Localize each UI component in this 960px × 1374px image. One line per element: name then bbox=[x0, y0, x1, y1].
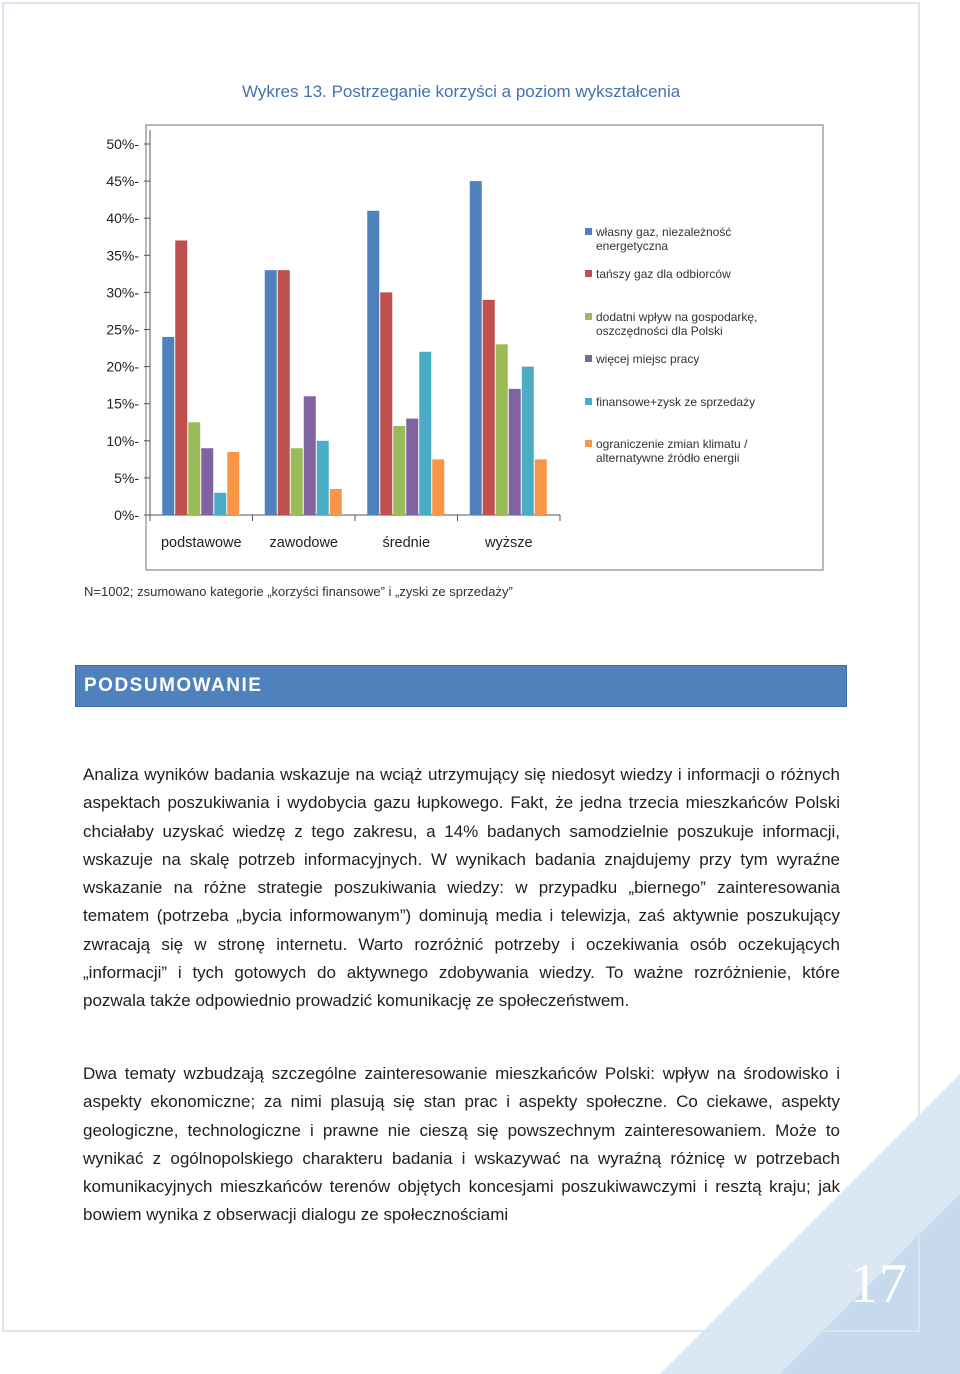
legend-swatch bbox=[585, 440, 592, 447]
legend-label: dodatni wpływ na gospodarkę, oszczędności dla Polski bbox=[596, 310, 758, 338]
y-tick-label: 45%- bbox=[106, 173, 139, 190]
bar bbox=[278, 270, 290, 515]
chart-container bbox=[0, 0, 960, 585]
x-category-label: wyższe bbox=[484, 535, 533, 551]
bar bbox=[291, 448, 303, 515]
bar bbox=[496, 344, 508, 515]
bar bbox=[509, 389, 521, 515]
bar bbox=[227, 452, 239, 515]
bar-chart bbox=[0, 0, 960, 580]
legend-swatch bbox=[585, 228, 592, 235]
legend-label: więcej miejsc pracy bbox=[596, 352, 700, 366]
summary-banner bbox=[75, 665, 847, 707]
x-category-label: zawodowe bbox=[269, 535, 339, 551]
legend-label: finansowe+zysk ze sprzedaży bbox=[596, 395, 756, 409]
summary-paragraph-2: Dwa tematy wzbudzają szczególne zainteresowanie mieszkańców Polski: wpływ na środowisko i aspekty ekonomiczne; za nimi plasują się stan prac i aspekty społeczne. Co ciekawe, aspekty geologiczne, technologiczne i prawne nie cieszą się powszechnym zainteresowaniem. Może to wynikać z ogólnopolskiego charakteru badania i wskazywać na wyraźną różnicę w potrzebach komunikacyjnych mieszkańców terenów objętych koncesjami poszukiwawczymi i resztą kraju; jak bowiem wynika z obserwacji dialogu ze społecznościami bbox=[83, 1064, 840, 1225]
y-tick-label: 15%- bbox=[106, 395, 139, 412]
bar bbox=[265, 270, 277, 515]
y-tick-label: 50%- bbox=[106, 136, 139, 152]
bar bbox=[406, 419, 418, 515]
y-tick-label: 20%- bbox=[106, 358, 139, 375]
bar bbox=[317, 441, 329, 515]
figure-title: Wykres 13. Postrzeganie korzyści a poziom wykształcenia bbox=[242, 82, 681, 101]
legend-swatch bbox=[585, 270, 592, 277]
bar bbox=[175, 240, 187, 515]
bar bbox=[535, 459, 547, 515]
bar bbox=[304, 396, 316, 515]
x-category-label: średnie bbox=[382, 535, 431, 551]
y-tick-label: 30%- bbox=[106, 284, 139, 301]
y-tick-label: 10%- bbox=[106, 432, 139, 449]
bar bbox=[201, 448, 213, 515]
figure-note: N=1002; zsumowano kategorie „korzyści finansowe” i „zyski ze sprzedaży” bbox=[84, 584, 513, 599]
summary-paragraph-1: Analiza wyników badania wskazuje na wciąż utrzymujący się niedosyt wiedzy i informacji o różnych aspektach poszukiwania i wydobycia gazu łupkowego. Fakt, że jedna trzecia mieszkańców Polski chciałaby uzyskać wiedzę z tego zakresu, a 14% badanych samodzielnie poszukuje informacji, wskazuje na skalę potrzeb informacyjnych. W wynikach badania znajdujemy przy tym wyraźne wskazanie na różne strategie poszukiwania wiedzy: w przypadku „biernego” zainteresowania tematem (potrzeba „bycia informowanym”) dominują media i telewizja, zaś aktywnie poszukujący zwracają się w stronę internetu. Warto rozróżnić potrzeby i oczekiwania osób oczekujących „informacji” i tych gotowych do aktywnego zdobywania wiedzy. To ważne rozróżnienie, które pozwala także odpowiednio prowadzić komunikację ze społeczeństwem. bbox=[83, 765, 840, 1011]
bar bbox=[483, 300, 495, 515]
legend-label: własny gaz, niezależność energetyczna bbox=[596, 225, 732, 253]
legend-swatch bbox=[585, 398, 592, 405]
bar bbox=[330, 489, 342, 515]
y-tick-label: 35%- bbox=[106, 247, 139, 264]
bar bbox=[162, 337, 174, 515]
bar bbox=[470, 181, 482, 515]
bar bbox=[188, 422, 200, 515]
legend-label: ograniczenie zmian klimatu / alternatywne źródło energii bbox=[596, 437, 748, 465]
bar bbox=[419, 352, 431, 515]
bar bbox=[522, 367, 534, 515]
legend-swatch bbox=[585, 313, 592, 320]
bar bbox=[380, 292, 392, 515]
bar bbox=[432, 459, 444, 515]
legend-swatch bbox=[585, 355, 592, 362]
legend-label: tańszy gaz dla odbiorców bbox=[596, 267, 731, 281]
summary-heading: PODSUMOWANIE bbox=[84, 675, 263, 696]
x-category-label: podstawowe bbox=[160, 535, 242, 551]
bar bbox=[393, 426, 405, 515]
page-number: 17 bbox=[850, 1253, 908, 1315]
bar bbox=[214, 493, 226, 515]
bar bbox=[367, 211, 379, 515]
y-tick-label: 5%- bbox=[114, 469, 139, 486]
y-tick-label: 40%- bbox=[106, 210, 139, 227]
y-tick-label: 0%- bbox=[114, 507, 139, 523]
y-tick-label: 25%- bbox=[106, 321, 139, 338]
